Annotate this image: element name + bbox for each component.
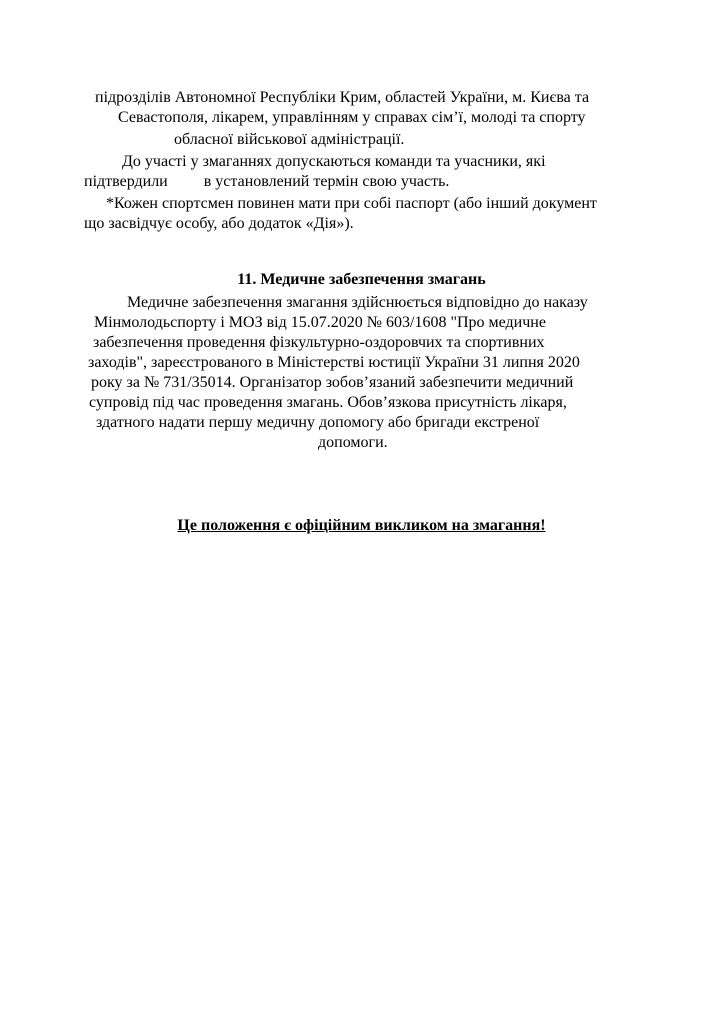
medical-line-1: Медичне забезпечення змагання здійснюється відповідно до наказу bbox=[127, 294, 588, 311]
medical-line-5: року за № 731/35014. Організатор зобов’язаний забезпечити медичний bbox=[91, 374, 574, 391]
passport-line-2: що засвідчує особу, або додаток «Дія»). bbox=[84, 215, 354, 232]
section-heading: 11. Медичне забезпечення змагань bbox=[237, 271, 486, 288]
medical-line-6: супровід під час проведення змагань. Обов’язкова присутність лікаря, bbox=[89, 394, 567, 411]
passport-line-1: *Кожен спортсмен повинен мати при собі паспорт (або інший документ bbox=[106, 195, 597, 212]
medical-line-8: допомоги. bbox=[318, 434, 388, 451]
intro-line-3: обласної військової адміністрації. bbox=[174, 131, 405, 148]
closing-statement: Це положення є офіційним викликом на змагання! bbox=[177, 517, 546, 534]
intro-line-1: підрозділів Автономної Республіки Крим, областей України, м. Києва та bbox=[95, 89, 590, 106]
participation-line-1: До участі у змаганнях допускаються команди та учасники, які bbox=[122, 153, 546, 170]
medical-line-7: здатного надати першу медичну допомогу або бригади екстреної bbox=[96, 414, 540, 431]
intro-line-2: Севастополя, лікарем, управлінням у справах сім’ї, молоді та спорту bbox=[118, 109, 586, 126]
medical-line-3: забезпечення проведення фізкультурно-оздоровчих та спортивних bbox=[93, 334, 545, 351]
medical-line-4: заходів", зареєстрованого в Міністерстві юстиції України 31 липня 2020 bbox=[88, 354, 580, 371]
medical-line-2: Мінмолодьспорту і МОЗ від 15.07.2020 № 603/1608 "Про медичне bbox=[94, 314, 546, 331]
participation-line-2: підтвердили в установлений термін свою участь. bbox=[84, 173, 450, 190]
